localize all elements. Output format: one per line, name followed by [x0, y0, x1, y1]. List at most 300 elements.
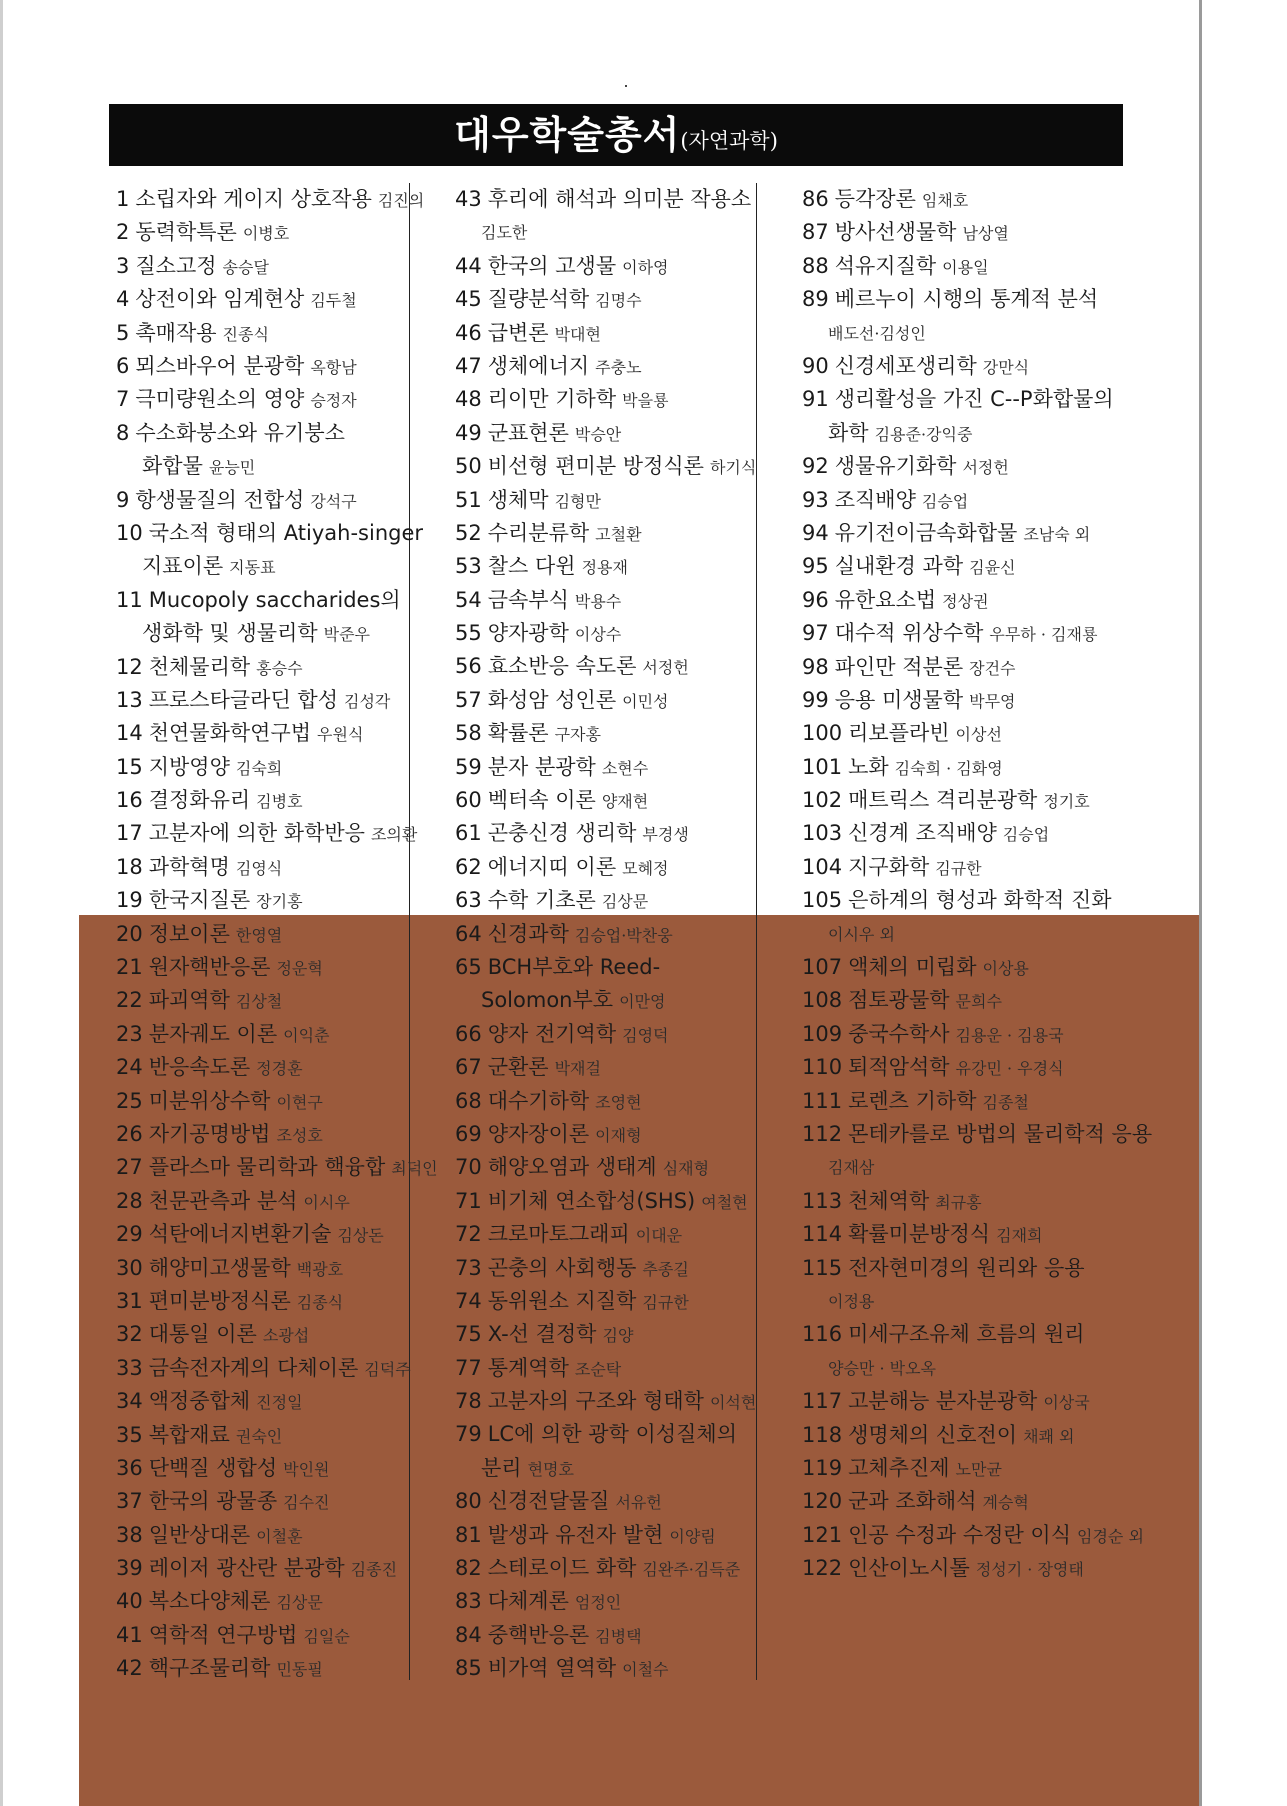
- entry-number: 110: [802, 1055, 843, 1080]
- entry-number: 68: [455, 1088, 482, 1113]
- entry-number: 6: [116, 353, 130, 378]
- entry-author: 강석구: [310, 491, 357, 511]
- entry-title: 자기공명방법: [148, 1121, 271, 1146]
- list-item: [802, 517, 1132, 550]
- entry-number: 22: [116, 988, 143, 1013]
- entry-number: 99: [802, 687, 829, 712]
- entry-number: 5: [116, 320, 130, 345]
- list-item: [455, 1151, 745, 1184]
- list-item: [802, 984, 1132, 1017]
- entry-author: 이석현: [709, 1393, 757, 1413]
- entry-title: 신경계 조직배양: [848, 821, 997, 846]
- list-item: [455, 617, 745, 650]
- entry-author: 김도한: [481, 223, 528, 243]
- entry-number: 80: [455, 1489, 482, 1514]
- entry-author: 김승업: [921, 491, 969, 511]
- list-item: [802, 1452, 1132, 1485]
- list-item: [116, 1385, 401, 1418]
- entry-line: [802, 317, 1132, 350]
- entry-number: 115: [802, 1255, 843, 1280]
- entry-author: 심재형: [662, 1159, 710, 1179]
- series-banner: [109, 104, 1123, 166]
- entry-title: 신경세포생리학: [834, 353, 977, 378]
- entry-line: [802, 1285, 1132, 1318]
- entry-title: 리이만 기하학: [487, 387, 617, 412]
- entry-author: 우원식: [317, 725, 364, 745]
- entry-title: 유한요소법: [834, 587, 937, 612]
- entry-title: 해양오염과 생태계: [487, 1155, 657, 1180]
- entry-author: 강만식: [982, 357, 1030, 377]
- entry-number: 62: [455, 854, 482, 879]
- entry-title: 수리분류학: [487, 520, 590, 545]
- list-item: [455, 1352, 745, 1385]
- list-item: [455, 1118, 745, 1151]
- list-item: [802, 283, 1132, 350]
- entry-number: 113: [802, 1188, 843, 1213]
- entry-number: 117: [802, 1389, 843, 1414]
- column-2: [455, 183, 757, 1686]
- list-item: [116, 417, 401, 484]
- entry-number: 61: [455, 821, 482, 846]
- entry-title: 후리에 해석과 의미분 작용소: [487, 187, 752, 211]
- entry-author: 승정자: [310, 391, 357, 411]
- entry-line: [802, 1252, 1132, 1285]
- entry-title: 인공 수정과 수정란 이식: [848, 1522, 1071, 1547]
- entry-title: 생물유기화학: [834, 454, 957, 479]
- entry-author: 김상돈: [337, 1226, 384, 1246]
- column-divider-2: [756, 183, 757, 1680]
- list-item: [116, 584, 401, 651]
- entry-title: 액체의 미립화: [848, 955, 977, 980]
- entry-author: 이상용: [982, 959, 1029, 979]
- entry-author: 김종진: [350, 1560, 398, 1580]
- entry-author: 하기식: [709, 458, 757, 478]
- entry-title: 동력학특론: [135, 220, 237, 245]
- entry-title: 다체계론: [487, 1589, 569, 1614]
- entry-number: 21: [116, 955, 143, 980]
- entry-author: 백광호: [296, 1259, 344, 1279]
- entry-author: 남상열: [962, 224, 1009, 244]
- list-item: [802, 484, 1132, 517]
- entry-title: 소립자와 게이지 상호작용: [135, 187, 372, 211]
- entry-author: 조영현: [595, 1092, 642, 1112]
- entry-number: 39: [116, 1556, 143, 1581]
- entry-author: 조의환: [370, 825, 418, 845]
- entry-number: 64: [455, 921, 482, 946]
- entry-title: 찰스 다윈: [487, 554, 576, 579]
- entry-author: 이상국: [1043, 1393, 1090, 1413]
- entry-author: 김종철: [982, 1092, 1029, 1112]
- page-edge: [1199, 0, 1202, 1806]
- entry-author: 김규한: [642, 1292, 689, 1312]
- entry-title: 결정화유리: [148, 788, 251, 813]
- entry-title: 스테로이드 화학: [487, 1556, 637, 1581]
- entry-number: 95: [802, 554, 829, 579]
- entry-author: 이재형: [595, 1125, 642, 1145]
- entry-title: 응용 미생물학: [834, 687, 964, 712]
- entry-author: 김윤신: [969, 558, 1016, 578]
- list-item: [802, 851, 1132, 884]
- list-item: [455, 317, 745, 350]
- entry-title: 미분위상수학: [148, 1088, 271, 1113]
- list-item: [802, 1552, 1132, 1585]
- entry-number: 18: [116, 854, 143, 879]
- entry-title: LC에 의한 광학 이성질체의: [487, 1422, 737, 1447]
- entry-number: 91: [802, 387, 829, 412]
- entry-title: 정보이론: [148, 921, 230, 946]
- entry-line: [802, 1151, 1132, 1184]
- entry-number: 26: [116, 1121, 143, 1146]
- entry-author: 박재걸: [554, 1059, 601, 1079]
- entry-number: 63: [455, 888, 482, 913]
- entry-title: 등각장론: [834, 187, 916, 211]
- entry-number: 78: [455, 1389, 482, 1414]
- entry-line: [116, 550, 401, 583]
- entry-author: 진정일: [256, 1393, 303, 1413]
- entry-number: 9: [116, 487, 130, 512]
- entry-author: 여철현: [701, 1192, 748, 1212]
- entry-number: 101: [802, 754, 843, 779]
- entry-number: 97: [802, 621, 829, 646]
- list-item: [802, 651, 1132, 684]
- column-3: [802, 183, 1153, 1586]
- entry-number: 88: [802, 253, 829, 278]
- entry-author: 계승혁: [982, 1493, 1029, 1513]
- list-item: [802, 216, 1132, 249]
- entry-title: 석유지질학: [834, 253, 937, 278]
- entry-title: 질소고정: [135, 253, 217, 278]
- entry-author: 이시우 외: [828, 924, 895, 944]
- entry-title: 레이저 광산란 분광학: [148, 1556, 345, 1581]
- entry-author: 조남숙 외: [1023, 524, 1091, 544]
- entry-author: 주충노: [595, 357, 642, 377]
- entry-number: 72: [455, 1222, 482, 1247]
- entry-title: 고체추진제: [848, 1455, 950, 1480]
- entry-title: 에너지띠 이론: [487, 854, 617, 879]
- entry-number: 41: [116, 1622, 143, 1647]
- entry-title: 화성암 성인론: [487, 687, 617, 712]
- entry-line: [802, 417, 1132, 450]
- entry-title-continued: 지표이론: [142, 554, 224, 579]
- entry-title-continued: 화학: [828, 420, 869, 445]
- list-item: [116, 884, 401, 917]
- entry-author: 김재희: [996, 1226, 1043, 1246]
- list-item: [802, 450, 1132, 483]
- list-item: [802, 1018, 1132, 1051]
- entry-author: 배도선·김성인: [828, 323, 926, 343]
- entry-number: 103: [802, 821, 843, 846]
- entry-author: 김명수: [595, 291, 642, 311]
- entry-author: 엄정인: [574, 1593, 622, 1613]
- entry-title: 베르누이 시행의 통계적 분석: [834, 287, 1099, 312]
- list-item: [455, 1385, 757, 1418]
- entry-author: 송승달: [222, 257, 269, 277]
- entry-title: 지방영양: [148, 754, 230, 779]
- list-item: [455, 751, 745, 784]
- entry-author: 이시우: [303, 1192, 350, 1212]
- entry-title: 한국지질론: [148, 888, 251, 913]
- entry-number: 37: [116, 1489, 143, 1514]
- entry-number: 31: [116, 1288, 143, 1313]
- entry-author: 박승안: [574, 424, 622, 444]
- entry-number: 49: [455, 420, 482, 445]
- entry-number: 20: [116, 921, 143, 946]
- list-item: [455, 1585, 745, 1618]
- entry-title: 생리활성을 가진 C--P화합물의: [834, 387, 1114, 412]
- list-item: [455, 1652, 745, 1685]
- entry-line: [802, 383, 1132, 416]
- entry-number: 121: [802, 1522, 843, 1547]
- entry-title: 퇴적암석학: [848, 1055, 950, 1080]
- entry-number: 11: [116, 587, 143, 612]
- entry-title: 신경과학: [487, 921, 569, 946]
- entry-author: 이대운: [635, 1226, 683, 1246]
- entry-author: 고철환: [595, 524, 642, 544]
- entry-title: 신경전달물질: [487, 1489, 610, 1514]
- list-item: [116, 1318, 401, 1351]
- list-item: [116, 1285, 401, 1318]
- entry-author: 이만영: [619, 992, 666, 1012]
- entry-line: [802, 884, 1132, 917]
- entry-number: 122: [802, 1556, 843, 1581]
- entry-title: 유기전이금속화합물: [834, 520, 1018, 545]
- entry-title: 비가역 열역학: [487, 1656, 617, 1681]
- entry-number: 40: [116, 1589, 143, 1614]
- entry-title: 생체에너지: [487, 353, 590, 378]
- entry-author: 소광섭: [262, 1326, 310, 1346]
- list-item: [116, 1018, 401, 1051]
- entry-title: 과학혁명: [148, 854, 230, 879]
- entry-number: 90: [802, 353, 829, 378]
- entry-number: 84: [455, 1622, 482, 1647]
- entry-author: 김두철: [310, 291, 357, 311]
- entry-title: 편미분방정식론: [148, 1288, 291, 1313]
- column-1: [116, 183, 438, 1686]
- entry-title: 곤충신경 생리학: [487, 821, 637, 846]
- entry-title: 천문관측과 분석: [148, 1188, 298, 1213]
- entry-author: 문희수: [955, 992, 1002, 1012]
- entry-line: [455, 183, 752, 216]
- list-item: [455, 350, 745, 383]
- entry-author: 양승만 · 박오옥: [828, 1358, 936, 1378]
- entry-author: 김덕주: [364, 1359, 411, 1379]
- entry-author: 채쾌 외: [1023, 1426, 1075, 1446]
- entry-number: 32: [116, 1322, 143, 1347]
- entry-number: 118: [802, 1422, 843, 1447]
- entry-author: 이정용: [828, 1291, 875, 1311]
- entry-number: 104: [802, 854, 843, 879]
- entry-number: 100: [802, 721, 843, 746]
- entry-title: 노화: [848, 754, 889, 779]
- list-item: [802, 817, 1132, 850]
- entry-title: 상전이와 임계현상: [135, 287, 305, 312]
- entry-title: 크로마토그래피: [487, 1222, 630, 1247]
- entry-number: 105: [802, 888, 843, 913]
- list-item: [116, 1485, 401, 1518]
- entry-author: 김영식: [235, 858, 283, 878]
- entry-title: 항생물질의 전합성: [135, 487, 305, 512]
- entry-title: 효소반응 속도론: [487, 654, 637, 679]
- entry-number: 23: [116, 1021, 143, 1046]
- entry-number: 111: [802, 1088, 843, 1113]
- list-item: [116, 1151, 438, 1184]
- list-item: [455, 1285, 745, 1318]
- entry-number: 107: [802, 955, 843, 980]
- list-item: [455, 183, 752, 250]
- entry-title: 인산이노시톨: [848, 1556, 970, 1581]
- list-item: [116, 984, 401, 1017]
- entry-number: 74: [455, 1288, 482, 1313]
- list-item: [116, 784, 401, 817]
- list-item: [116, 317, 401, 350]
- list-item: [116, 1419, 401, 1452]
- entry-author: 진종식: [222, 324, 269, 344]
- list-item: [116, 1218, 401, 1251]
- list-item: [455, 884, 745, 917]
- list-item: [116, 1452, 401, 1485]
- entry-author: 김병택: [595, 1626, 642, 1646]
- list-item: [802, 951, 1132, 984]
- list-item: [116, 350, 401, 383]
- entry-author: 서유헌: [615, 1493, 662, 1513]
- entry-title: 벡터속 이론: [487, 788, 596, 813]
- entry-number: 25: [116, 1088, 143, 1113]
- entry-title: 몬테카를로 방법의 물리학적 응용: [848, 1121, 1153, 1146]
- entry-author: 이상선: [955, 725, 1002, 745]
- entry-title: 군환론: [487, 1055, 549, 1080]
- entry-title: 분자 분광학: [487, 754, 596, 779]
- entry-title: 핵구조물리학: [148, 1656, 271, 1681]
- list-item: [116, 250, 401, 283]
- list-item: [802, 1519, 1144, 1552]
- entry-title: 양자장이론: [487, 1121, 590, 1146]
- list-item: [455, 1218, 745, 1251]
- entry-title: 역학적 연구방법: [148, 1622, 298, 1647]
- entry-number: 48: [455, 387, 482, 412]
- list-item: [802, 550, 1132, 583]
- entry-author: 임채호: [921, 191, 969, 210]
- entry-title: 확률론: [487, 721, 549, 746]
- list-item: [455, 484, 745, 517]
- entry-number: 112: [802, 1121, 843, 1146]
- list-item: [116, 283, 401, 316]
- entry-number: 30: [116, 1255, 143, 1280]
- list-item: [802, 884, 1132, 951]
- entry-author: 이익춘: [283, 1025, 330, 1045]
- entry-title: 실내환경 과학: [834, 554, 964, 579]
- entry-title: 원자핵반응론: [148, 955, 271, 980]
- entry-title: 생체막: [487, 487, 549, 512]
- entry-line: [116, 417, 401, 450]
- entry-number: 65: [455, 955, 482, 979]
- list-item: [455, 1519, 745, 1552]
- entry-number: 82: [455, 1556, 482, 1581]
- list-item: [455, 517, 745, 550]
- list-item: [802, 1252, 1132, 1319]
- list-item: [802, 383, 1132, 450]
- entry-number: 19: [116, 888, 143, 913]
- entry-author: 정운혁: [276, 959, 323, 979]
- list-item: [802, 250, 1132, 283]
- entry-author: 정성기 · 장영태: [975, 1560, 1084, 1580]
- entry-author: 조순탁: [574, 1359, 622, 1379]
- entry-author: 최덕인: [391, 1159, 438, 1179]
- entry-title: 대통일 이론: [148, 1322, 257, 1347]
- entry-author: 장건수: [969, 658, 1016, 678]
- entry-line: [802, 283, 1132, 316]
- entry-title: 로렌츠 기하학: [848, 1088, 977, 1113]
- entry-author: 정용재: [581, 558, 628, 578]
- entry-author: 김상문: [601, 892, 649, 912]
- entry-author: 이용일: [942, 257, 989, 277]
- list-item: [802, 1218, 1132, 1251]
- entry-line: [116, 617, 401, 650]
- entry-number: 102: [802, 788, 843, 813]
- entry-title: 파인만 적분론: [834, 654, 964, 679]
- entry-line: [116, 450, 401, 483]
- list-item: [116, 183, 425, 216]
- entry-number: 14: [116, 721, 143, 746]
- entry-author: 이민성: [622, 691, 669, 711]
- entry-number: 50: [455, 454, 482, 479]
- entry-number: 16: [116, 788, 143, 813]
- entry-number: 69: [455, 1121, 482, 1146]
- entry-number: 35: [116, 1422, 143, 1447]
- entry-line: [116, 517, 424, 550]
- entry-title: 파괴역학: [148, 988, 230, 1013]
- entry-author: 서정헌: [642, 658, 689, 678]
- entry-number: 75: [455, 1322, 482, 1347]
- entry-author: 장기홍: [256, 892, 303, 912]
- list-item: [116, 216, 401, 249]
- list-item: [455, 918, 745, 951]
- entry-title: 군표현론: [487, 420, 569, 445]
- list-item: [802, 717, 1132, 750]
- entry-number: 73: [455, 1255, 482, 1280]
- entry-title: 수소화붕소와 유기붕소: [135, 420, 345, 445]
- entry-number: 57: [455, 687, 482, 712]
- list-item: [455, 1051, 745, 1084]
- entry-title: 양자 전기역학: [487, 1021, 617, 1046]
- entry-number: 70: [455, 1155, 482, 1180]
- entry-title: 석탄에너지변환기술: [148, 1222, 332, 1247]
- list-item: [455, 584, 745, 617]
- list-item: [455, 851, 745, 884]
- entry-title: 한국의 고생물: [487, 253, 617, 278]
- entry-title: 해양미고생물학: [148, 1255, 291, 1280]
- entry-number: 8: [116, 420, 130, 445]
- list-item: [455, 951, 745, 1018]
- list-item: [455, 1619, 745, 1652]
- entry-author: 김완주·김득준: [642, 1560, 741, 1580]
- list-item: [116, 951, 401, 984]
- entry-title: 극미량원소의 영양: [135, 387, 305, 412]
- list-item: [116, 1652, 401, 1685]
- entry-number: 52: [455, 520, 482, 545]
- list-item: [802, 751, 1132, 784]
- entry-title: 통계역학: [487, 1355, 569, 1380]
- entry-author: 노만균: [955, 1459, 1002, 1479]
- entry-author: 이하영: [622, 257, 669, 277]
- entry-number: 108: [802, 988, 843, 1013]
- entry-title: 단백질 생합성: [148, 1455, 278, 1480]
- entry-author: 이병호: [242, 224, 290, 244]
- list-item: [116, 517, 424, 584]
- list-item: [455, 1418, 745, 1485]
- entry-author: 양재현: [601, 792, 649, 812]
- entry-line: [455, 216, 745, 249]
- entry-number: 13: [116, 687, 143, 712]
